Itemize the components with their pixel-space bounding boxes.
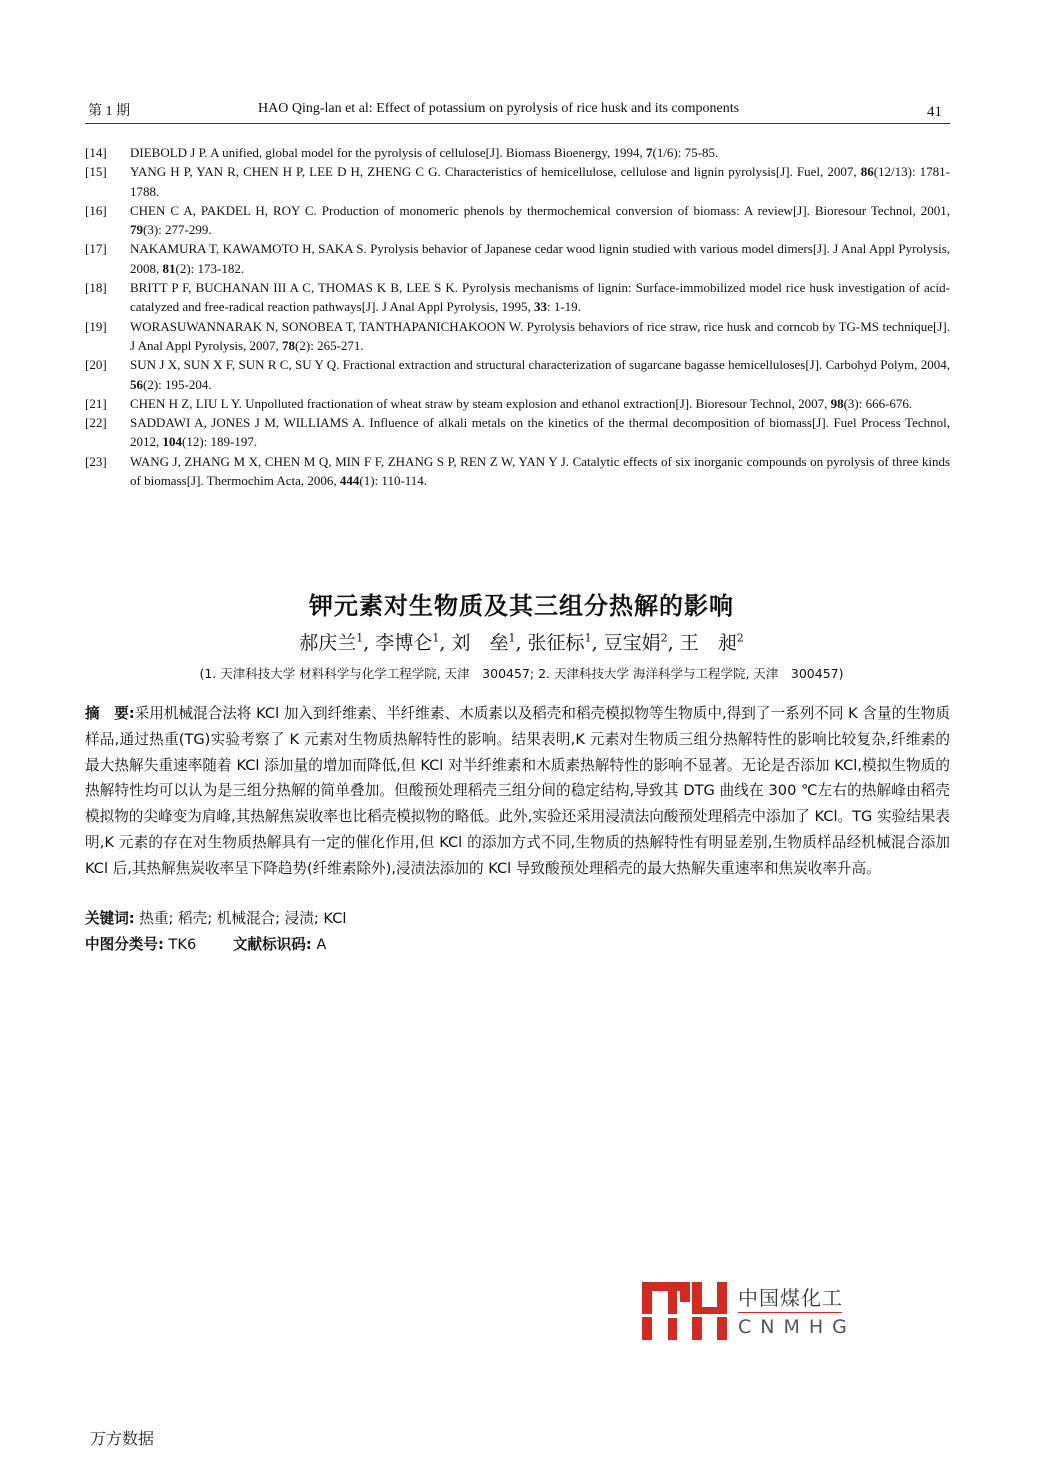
article-title: 钾元素对生物质及其三组分热解的影响 <box>309 592 734 620</box>
reference-item <box>85 394 950 413</box>
reference-pages: (12/13): 1781-1788. <box>130 164 950 199</box>
reference-pages: (1): 110-114. <box>359 473 428 489</box>
reference-body: SUN J X, SUN X F, SUN R C, SU Y Q. Fractional extraction and structural characterization of sugarcane bagasse hemicelluloses[J]. Carbohyd Polym, 2004, <box>130 357 950 373</box>
reference-number: [19] <box>85 318 107 334</box>
reference-item <box>85 355 950 394</box>
reference-body: WORASUWANNARAK N, SONOBEA T, TANTHAPANICHAKOON W. Pyrolysis behaviors of rice straw, rice husk and corncob by TG-MS technique[J]. J Anal Appl Pyrolysis, 2007, <box>130 318 950 353</box>
reference-volume: 444 <box>339 473 360 489</box>
reference-text <box>130 201 950 240</box>
reference-pages: (3): 666-676. <box>843 395 913 411</box>
clc-label: 中图分类号: <box>85 936 164 953</box>
logo-mark-icon <box>640 1280 730 1342</box>
header-rule <box>85 123 950 124</box>
reference-body: CHEN H Z, LIU L Y. Unpolluted fractionation of wheat straw by steam explosion and ethanol extraction[J]. Bioresour Technol, 2007, <box>130 395 831 411</box>
reference-volume: 56 <box>130 376 143 392</box>
reference-list <box>85 143 950 490</box>
logo-chinese-text: 中国煤化工 <box>738 1286 843 1310</box>
reference-volume: 86 <box>860 164 874 180</box>
reference-item <box>85 317 950 356</box>
reference-number: [21] <box>85 395 107 411</box>
reference-number: [22] <box>85 415 107 431</box>
reference-body: YANG H P, YAN R, CHEN H P, LEE D H, ZHENG C G. Characteristics of hemicellulose, cellulose and lignin pyrolysis[J]. Fuel, 2007, <box>130 164 861 180</box>
abstract <box>85 701 950 882</box>
reference-item <box>85 413 950 452</box>
author-separator: , <box>667 632 680 654</box>
reference-body: BRITT P F, BUCHANAN III A C, THOMAS K B, LEE S K. Pyrolysis mechanisms of lignin: Surface-immobilized model rice husk investigation of acid-catalyzed and free-radical reaction pathways[J]. J Anal Appl Pyrolysis, 1995, <box>130 280 950 315</box>
reference-text <box>130 317 950 356</box>
abstract-label: 摘 要: <box>85 705 135 722</box>
reference-item <box>85 452 950 491</box>
author <box>451 632 515 654</box>
author <box>375 632 439 654</box>
reference-volume: 7 <box>645 145 653 160</box>
reference-pages: (1/6): 75-85. <box>652 145 719 160</box>
author-list <box>0 628 1043 655</box>
issue-label: 第 1 期 <box>88 104 130 119</box>
keywords-label: 关键词: <box>85 910 135 927</box>
reference-volume: 79 <box>130 222 143 238</box>
doc-code-label: 文献标识码: <box>232 936 312 953</box>
author-separator: , <box>363 632 376 654</box>
author-name: 李博仑 <box>375 632 433 654</box>
author-affiliation-mark: 2 <box>736 631 744 645</box>
author <box>680 632 744 654</box>
reference-number: [17] <box>85 241 107 257</box>
reference-item <box>85 239 950 278</box>
reference-number: [16] <box>85 202 107 218</box>
reference-item <box>85 162 950 201</box>
reference-volume: 98 <box>830 395 844 411</box>
cnmhg-logo <box>640 1280 856 1342</box>
reference-number: [18] <box>85 280 107 296</box>
reference-body: WANG J, ZHANG M X, CHEN M Q, MIN F F, ZHANG S P, REN Z W, YAN Y J. Catalytic effects of six inorganic compounds on pyrolysis of three kinds of biomass[J]. Thermochim Acta, 2006, <box>130 453 950 489</box>
author-name: 张征标 <box>527 632 585 654</box>
abstract-text: 采用机械混合法将 KCl 加入到纤维素、半纤维素、木质素以及稻壳和稻壳模拟物等生物质中,得到了一系列不同 K 含量的生物质样品,通过热重(TG)实验考察了 K 元素对生物质热解特性的影响。结果表明,K 元素对生物质三组分热解特性的影响比较复杂,纤维素的最大热解失重速率随着 KCl 添加量的增加而降低,但 KCl 对半纤维素和木质素热解特性的影响不显著。无论是否添加 KCl,模拟生物质的热解特性均可以认为是三组分热解的简单叠加。但酸预处理稻壳三组分间的稳定结构,导致其 DTG 曲线在 300 ℃左右的热解峰由稻壳模拟物的尖峰变为肩峰,其热解焦炭收率也比稻壳模拟物的略低。此外,实验还采用浸渍法向酸预处理稻壳中添加了 KCl。TG 实验结果表明,K 元素的存在对生物质热解具有一定的催化作用,但 KCl 的添加方式不同,生物质的热解特性有明显差别,生物质样品经机械混合添加 KCl 后,其热解焦炭收率呈下降趋势(纤维素除外),浸渍法添加的 KCl 导致酸预处理稻壳的最大热解失重速率和焦炭收率升高。 <box>85 705 950 877</box>
author-name: 刘 垒 <box>451 632 509 654</box>
keywords-text: 热重; 稻壳; 机械混合; 浸渍; KCl <box>139 910 347 927</box>
author-separator: , <box>515 632 528 654</box>
reference-number: [23] <box>85 453 107 469</box>
reference-pages: (2): 265-271. <box>295 337 364 353</box>
author-affiliation-mark: 1 <box>508 631 516 645</box>
page-number: 41 <box>927 104 942 120</box>
reference-body: SADDAWI A, JONES J M, WILLIAMS A. Influence of alkali metals on the kinetics of the thermal decomposition of biomass[J]. Fuel Process Technol, 2012, <box>130 415 950 450</box>
reference-text <box>130 355 950 394</box>
reference-text <box>130 452 950 491</box>
reference-item <box>85 201 950 240</box>
reference-item <box>85 278 950 317</box>
reference-text <box>130 162 950 201</box>
author-affiliation-mark: 1 <box>584 631 592 645</box>
reference-body: NAKAMURA T, KAWAMOTO H, SAKA S. Pyrolysis behavior of Japanese cedar wood lignin studied with various model dimers[J]. J Anal Appl Pyrolysis, 2008, <box>130 241 950 276</box>
running-title: HAO Qing-lan et al: Effect of potassium on pyrolysis of rice husk and its components <box>258 101 740 116</box>
keywords <box>85 907 346 928</box>
author <box>604 632 668 654</box>
reference-volume: 104 <box>162 434 182 450</box>
author-name: 郝庆兰 <box>299 632 357 654</box>
reference-pages: (3): 277-299. <box>143 222 212 238</box>
doc-code-value: A <box>316 936 327 953</box>
reference-text <box>130 278 950 317</box>
reference-volume: 81 <box>162 260 176 276</box>
author-separator: , <box>591 632 604 654</box>
logo-english-text: CNMHG <box>738 1316 856 1338</box>
author <box>299 632 363 654</box>
reference-number: [15] <box>85 164 107 180</box>
reference-item <box>85 143 950 162</box>
author-name: 豆宝娟 <box>603 632 661 654</box>
reference-text <box>130 143 950 162</box>
classification <box>85 933 326 954</box>
author-name: 王 昶 <box>679 632 737 654</box>
reference-number: [20] <box>85 357 107 373</box>
reference-pages: : 1-19. <box>546 299 581 315</box>
reference-body: DIEBOLD J P. A unified, global model for the pyrolysis of cellulose[J]. Biomass Bioenergy, 1994, <box>130 145 646 160</box>
reference-text <box>130 239 950 278</box>
reference-body: CHEN C A, PAKDEL H, ROY C. Production of monomeric phenols by thermochemical conversion of biomass: A review[J]. Bioresour Technol, 2001, <box>130 202 950 218</box>
logo-divider <box>738 1312 842 1313</box>
author-affiliation-mark: 1 <box>356 631 364 645</box>
reference-number: [14] <box>85 145 107 160</box>
affiliation: (1. 天津科技大学 材料科学与化学工程学院, 天津 300457; 2. 天津科技大学 海洋科学与工程学院, 天津 300457) <box>199 666 844 681</box>
reference-text <box>130 413 950 452</box>
author-separator: , <box>439 632 452 654</box>
author-affiliation-mark: 2 <box>660 631 668 645</box>
reference-text <box>130 394 950 413</box>
author <box>528 632 592 654</box>
reference-pages: (12): 189-197. <box>182 434 258 450</box>
author-affiliation-mark: 1 <box>432 631 440 645</box>
footer-watermark: 万方数据 <box>90 1429 155 1448</box>
reference-pages: (2): 195-204. <box>143 376 212 392</box>
running-header <box>88 100 948 122</box>
reference-volume: 78 <box>282 337 296 353</box>
reference-pages: (2): 173-182. <box>175 260 245 276</box>
clc-value: TK6 <box>168 936 197 953</box>
reference-volume: 33 <box>533 299 547 315</box>
